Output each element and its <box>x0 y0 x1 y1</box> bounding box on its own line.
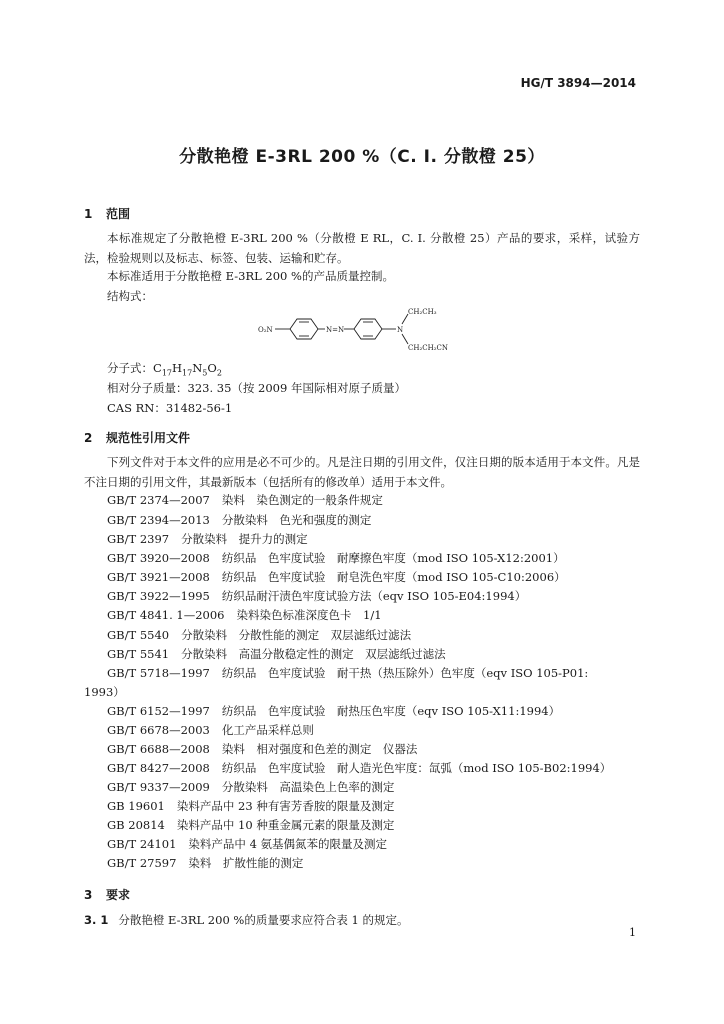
amine-n-label: N <box>397 326 404 334</box>
reference-item: GB/T 2374—2007 染料 染色测定的一般条件规定 <box>107 493 383 507</box>
section-number: 2 <box>84 431 93 445</box>
reference-item: GB/T 3921—2008 纺织品 色牢度试验 耐皂洗色牢度（mod ISO 105-C10:2006） <box>107 570 566 584</box>
reference-item: GB/T 2394—2013 分散染料 色光和强度的测定 <box>107 513 372 527</box>
clause-number: 3. 1 <box>84 913 109 927</box>
standard-number: HG/T 3894—2014 <box>520 76 636 90</box>
cyanoethyl-group-label: CH₂CH₂CN <box>408 344 449 352</box>
page-title: 分散艳橙 E-3RL 200 %（C. I. 分散橙 25） <box>179 147 545 167</box>
reference-item: GB/T 24101 染料产品中 4 氨基偶氮苯的限量及测定 <box>107 837 388 851</box>
reference-item: GB/T 3922—1995 纺织品耐汗渍色牢度试验方法（eqv ISO 105-E04:1994） <box>107 589 527 603</box>
reference-item: GB/T 6678—2003 化工产品采样总则 <box>107 723 314 737</box>
cas-number: CAS RN：31482-56-1 <box>107 401 233 415</box>
reference-item: GB/T 8427—2008 纺织品 色牢度试验 耐人造光色牢度：氙弧（mod ISO 105-B02:1994） <box>107 761 612 775</box>
section-3-heading <box>84 886 130 903</box>
ethyl-group-label: CH₂CH₃ <box>408 308 437 316</box>
scope-paragraph-1: 本标准规定了分散艳橙 E-3RL 200 %（分散橙 E RL，C. I. 分散橙 25）产品的要求，采样，试验方法，检验规则以及标志、标签、包装、运输和贮存。 <box>84 231 640 265</box>
clause-text: 分散艳橙 E-3RL 200 %的质量要求应符合表 1 的规定。 <box>118 913 409 927</box>
section-number: 3 <box>84 888 93 902</box>
section-title: 要求 <box>106 888 131 902</box>
reference-item: GB/T 5541 分散染料 高温分散稳定性的测定 双层滤纸过滤法 <box>107 647 446 661</box>
reference-item: GB/T 4841. 1—2006 染料染色标准深度色卡 1/1 <box>107 608 382 622</box>
molecular-formula: 分子式：$C_{17}H_{17}N_5O_2$ <box>107 361 222 378</box>
reference-item: GB/T 6152—1997 纺织品 色牢度试验 耐热压色牢度（eqv ISO 105-X11:1994） <box>107 704 561 718</box>
section-title: 范围 <box>106 207 131 221</box>
section-title: 规范性引用文件 <box>106 431 191 445</box>
reference-item: GB 20814 染料产品中 10 种重金属元素的限量及测定 <box>107 818 395 832</box>
reference-item-continuation: 1993） <box>84 685 125 699</box>
normative-references-intro: 下列文件对于本文件的应用是必不可少的。凡是注日期的引用文件，仅注日期的版本适用于本文件。凡是不注日期的引用文件，其最新版本（包括所有的修改单）适用于本文件。 <box>84 455 640 489</box>
azo-group-label: N=N <box>326 326 345 334</box>
molecular-mass: 相对分子质量：323. 35（按 2009 年国际相对原子质量） <box>107 381 406 395</box>
nitro-group-label: O₂N <box>258 326 273 334</box>
reference-item: GB/T 5718—1997 纺织品 色牢度试验 耐干热（热压除外）色牢度（eqv ISO 105-P01: <box>107 666 589 680</box>
structural-formula <box>258 304 468 354</box>
reference-item: GB/T 2397 分散染料 提升力的测定 <box>107 532 308 546</box>
scope-paragraph-2: 本标准适用于分散艳橙 E-3RL 200 %的产品质量控制。 <box>107 269 394 283</box>
structure-label: 结构式： <box>107 289 153 303</box>
reference-item: GB/T 27597 染料 扩散性能的测定 <box>107 856 304 870</box>
reference-item: GB 19601 染料产品中 23 种有害芳香胺的限量及测定 <box>107 799 395 813</box>
clause-3-1 <box>84 912 408 928</box>
section-1-heading <box>84 205 130 222</box>
page-number: 1 <box>629 926 636 939</box>
section-2-heading <box>84 429 190 446</box>
section-number: 1 <box>84 207 93 221</box>
reference-item: GB/T 6688—2008 染料 相对强度和色差的测定 仪器法 <box>107 742 418 756</box>
reference-item: GB/T 5540 分散染料 分散性能的测定 双层滤纸过滤法 <box>107 628 412 642</box>
reference-item: GB/T 9337—2009 分散染料 高温染色上色率的测定 <box>107 780 395 794</box>
reference-item: GB/T 3920—2008 纺织品 色牢度试验 耐摩擦色牢度（mod ISO 105-X12:2001） <box>107 551 565 565</box>
